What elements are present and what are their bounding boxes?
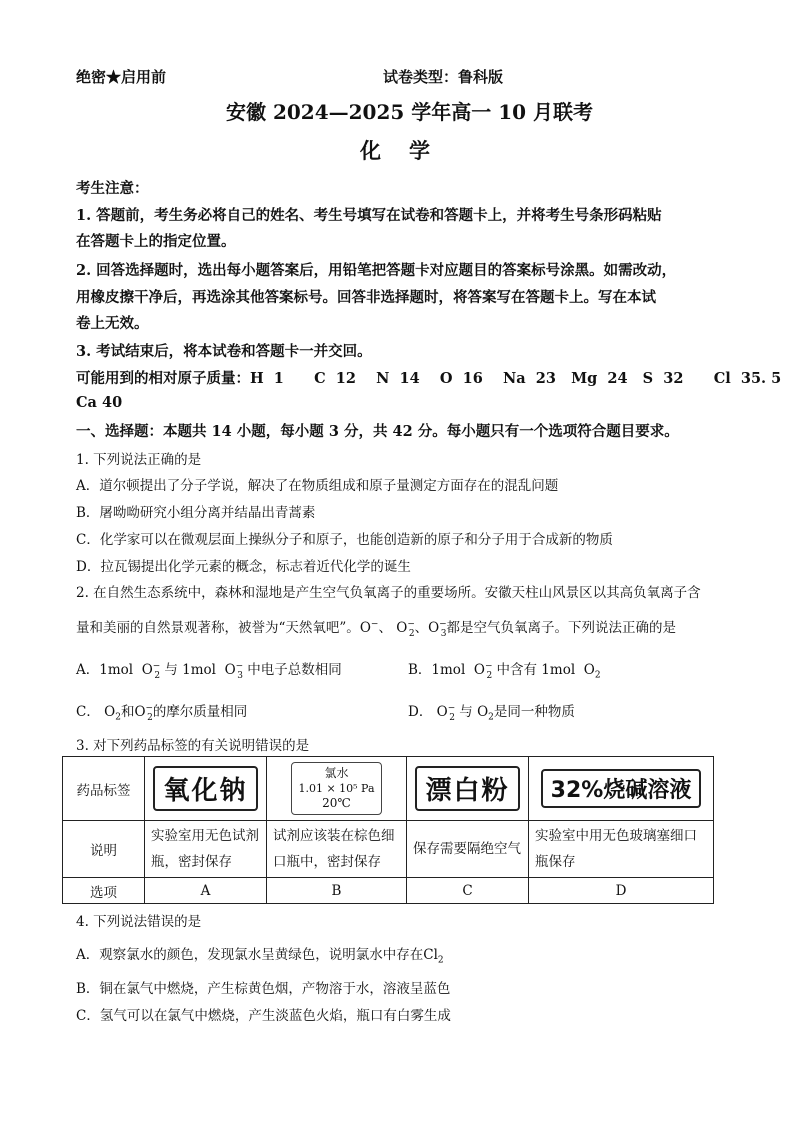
label-bleaching-powder: 漂白粉: [415, 766, 519, 811]
q1-stem: 1. 下列说法正确的是: [76, 452, 202, 468]
q1-option-b: B．屠呦呦研究小组分离并结晶出青蒿素: [76, 505, 316, 521]
label-cell-b: [267, 757, 407, 821]
row-label-description: 说明: [63, 821, 145, 878]
desc-a: 实验室用无色试剂瓶，密封保存: [145, 821, 267, 878]
q2-stem-line-1: 2. 在自然生态系统中，森林和湿地是产生空气负氧离子的重要场所。安徽天柱山风景区以其高负氧离子含: [76, 585, 701, 601]
row-label-options: 选项: [63, 878, 145, 904]
paper-type: 试卷类型：鲁科版: [383, 68, 504, 86]
q1-option-a: A．道尔顿提出了分子学说，解决了在物质组成和原子量测定方面存在的混乱问题: [76, 478, 559, 494]
label-caustic-soda: 32%烧碱溶液: [541, 769, 702, 808]
notice-item-2-line-3: 卷上无效。: [76, 315, 149, 332]
notice-item-1-line-2: 在答题卡上的指定位置。: [76, 233, 236, 250]
q2-stem-text: 量和美丽的自然景观著称，被誉为“天然氧吧”。: [76, 620, 360, 636]
label-sodium-oxide: 氧化钠: [153, 766, 257, 811]
desc-d: 实验室中用无色玻璃塞细口瓶保存: [529, 821, 714, 878]
q2-option-d: D． $O^-_2$ 与 $O_2$是同一种物质: [408, 703, 575, 723]
label-cell-d: [529, 757, 714, 821]
label-chlorine-water: 氯水 1.01 × 10⁵ Pa 20℃: [291, 762, 381, 815]
q2-option-b: B．1mol $O^-_2$ 中含有 1mol $O_2$: [408, 661, 601, 681]
notice-item-2-line-2: 用橡皮擦干净后，再选涂其他答案标号。回答非选择题时，将答案写在答题卡上。写在本试: [76, 289, 656, 306]
q1-option-c: C．化学家可以在微观层面上操纵分子和原子，也能创造新的原子和分子用于合成新的物质: [76, 532, 613, 548]
q2-stem-line-2: 量和美丽的自然景观著称，被誉为“天然氧吧”。O−、 $O^-_2$、$O^-_3$都是空气负氧离子。下列说法正确的是: [76, 619, 676, 639]
option-d: D: [529, 878, 714, 904]
subject-title: 化学: [360, 138, 458, 163]
desc-b: 试剂应该装在棕色细口瓶中，密封保存: [267, 821, 407, 878]
notice-heading: 考生注意：: [76, 180, 149, 197]
notice-item-2-line-1: 2. 回答选择题时，选出每小题答案后，用铅笔把答题卡对应题目的答案标号涂黑。如需改动，: [76, 262, 677, 279]
q3-stem: 3. 对下列药品标签的有关说明错误的是: [76, 738, 310, 754]
desc-c: 保存需要隔绝空气: [407, 821, 529, 878]
atomic-mass-line-1: 可能用到的相对原子质量：H 1 C 12 N 14 O 16 Na 23 Mg 24 S 32 Cl 35. 5: [76, 370, 782, 387]
q4-option-b: B．铜在氯气中燃烧，产生棕黄色烟，产物溶于水，溶液呈蓝色: [76, 981, 451, 997]
q2-option-c: C． $O_2$和$O^-_2$的摩尔质量相同: [76, 703, 248, 723]
q4-option-c: C．氢气可以在氯气中燃烧，产生淡蓝色火焰，瓶口有白雾生成: [76, 1008, 451, 1024]
q1-option-d: D．拉瓦锡提出化学元素的概念，标志着近代化学的诞生: [76, 559, 411, 575]
exam-title: 安徽 2024—2025 学年高一 10 月联考: [226, 100, 594, 124]
formula-o-minus: O−: [359, 619, 379, 636]
label-cell-c: [407, 757, 529, 821]
option-c: C: [407, 878, 529, 904]
label-cell-a: [145, 757, 267, 821]
q4-stem: 4. 下列说法错误的是: [76, 914, 202, 930]
notice-item-3: 3. 考试结束后，将本试卷和答题卡一并交回。: [76, 343, 372, 360]
label-table: [62, 756, 714, 904]
option-a: A: [145, 878, 267, 904]
formula-o2-minus: $O^-_2$: [396, 619, 415, 639]
section-heading: 一、选择题：本题共 14 小题，每小题 3 分，共 42 分。每小题只有一个选项符合题目要求。: [76, 423, 679, 440]
atomic-mass-line-2: Ca 40: [76, 394, 123, 411]
notice-item-1-line-1: 1. 答题前，考生务必将自己的姓名、考生号填写在试卷和答题卡上，并将考生号条形码粘贴: [76, 207, 662, 224]
secret-mark: 绝密★启用前: [76, 68, 167, 86]
row-label-labels: 药品标签: [63, 757, 145, 821]
q2-stem-text-end: 都是空气负氧离子。下列说法正确的是: [446, 620, 676, 636]
formula-o3-minus: $O^-_3$: [428, 619, 447, 639]
option-b: B: [267, 878, 407, 904]
q2-option-a: A．1mol $O^-_2$ 与 1mol $O^-_3$ 中电子总数相同: [76, 661, 342, 681]
q4-option-a: A．观察氯水的颜色，发现氯水呈黄绿色，说明氯水中存在$Cl_2$: [76, 947, 444, 966]
